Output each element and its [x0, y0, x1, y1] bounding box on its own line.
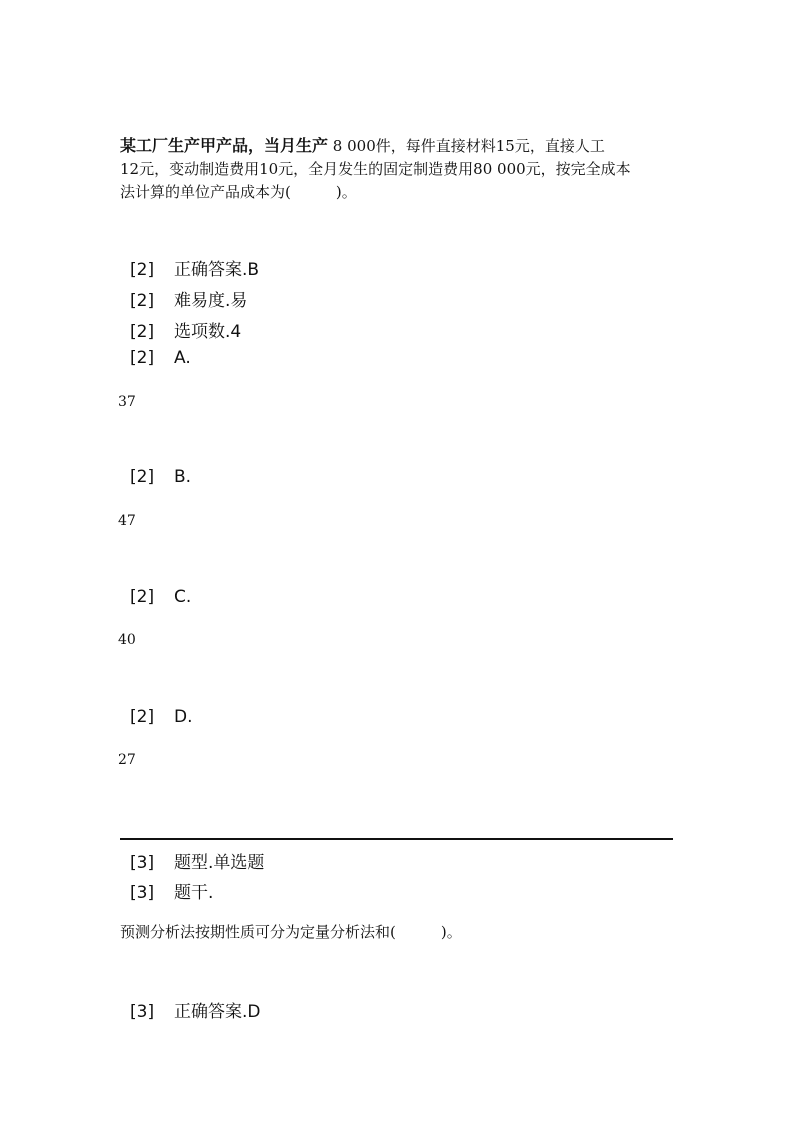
correct-answer-row: [130, 255, 259, 280]
question-number-tag: [3]: [130, 883, 155, 903]
option-d-value: 27: [118, 752, 136, 768]
option-c-label: C.: [174, 587, 192, 607]
option-d-label: D.: [174, 707, 193, 727]
option-b-label: B.: [174, 467, 192, 487]
question-divider: [120, 838, 673, 840]
difficulty-text: 难易度.易: [174, 291, 248, 311]
question-stem-line-2: 12元，变动制造费用10元，全月发生的固定制造费用80 000元，按完全成本: [120, 160, 631, 178]
difficulty-row: [130, 286, 247, 311]
option-d-label-row: [130, 707, 193, 727]
question-stem-bold: 某工厂生产甲产品，当月生产: [120, 136, 329, 155]
option-c-value: 40: [118, 632, 136, 648]
option-a-label-row: [130, 348, 191, 368]
question-type-row: [130, 848, 264, 873]
question-stem-line-1: [120, 133, 605, 156]
question-stem-heading-row: [130, 878, 213, 903]
question-stem-heading: 题干.: [174, 883, 214, 903]
question-type-text: 题型.单选题: [174, 853, 265, 873]
question-number-tag: [2]: [130, 322, 155, 342]
correct-answer-text: 正确答案.B: [174, 260, 260, 280]
question-number-tag: [2]: [130, 707, 155, 727]
question-number-tag: [3]: [130, 853, 155, 873]
question-stem-line-3: 法计算的单位产品成本为( )。: [120, 183, 357, 201]
option-b-label-row: [130, 467, 191, 487]
question-number-tag: [3]: [130, 1002, 155, 1022]
option-c-label-row: [130, 587, 191, 607]
option-a-label: A.: [174, 348, 191, 368]
question-3-answer-row: [130, 997, 261, 1022]
question-number-tag: [2]: [130, 260, 155, 280]
question-number-tag: [2]: [130, 587, 155, 607]
option-count-row: [130, 317, 241, 342]
correct-answer-text: 正确答案.D: [174, 1002, 261, 1022]
question-stem-rest: 8 000件，每件直接材料15元，直接人工: [332, 137, 605, 155]
option-a-value: 37: [118, 394, 136, 410]
question-3-stem: 预测分析法按期性质可分为定量分析法和( )。: [120, 923, 462, 941]
question-number-tag: [2]: [130, 467, 155, 487]
question-number-tag: [2]: [130, 348, 155, 368]
option-count-text: 选项数.4: [174, 322, 242, 342]
option-b-value: 47: [118, 513, 136, 529]
question-number-tag: [2]: [130, 291, 155, 311]
